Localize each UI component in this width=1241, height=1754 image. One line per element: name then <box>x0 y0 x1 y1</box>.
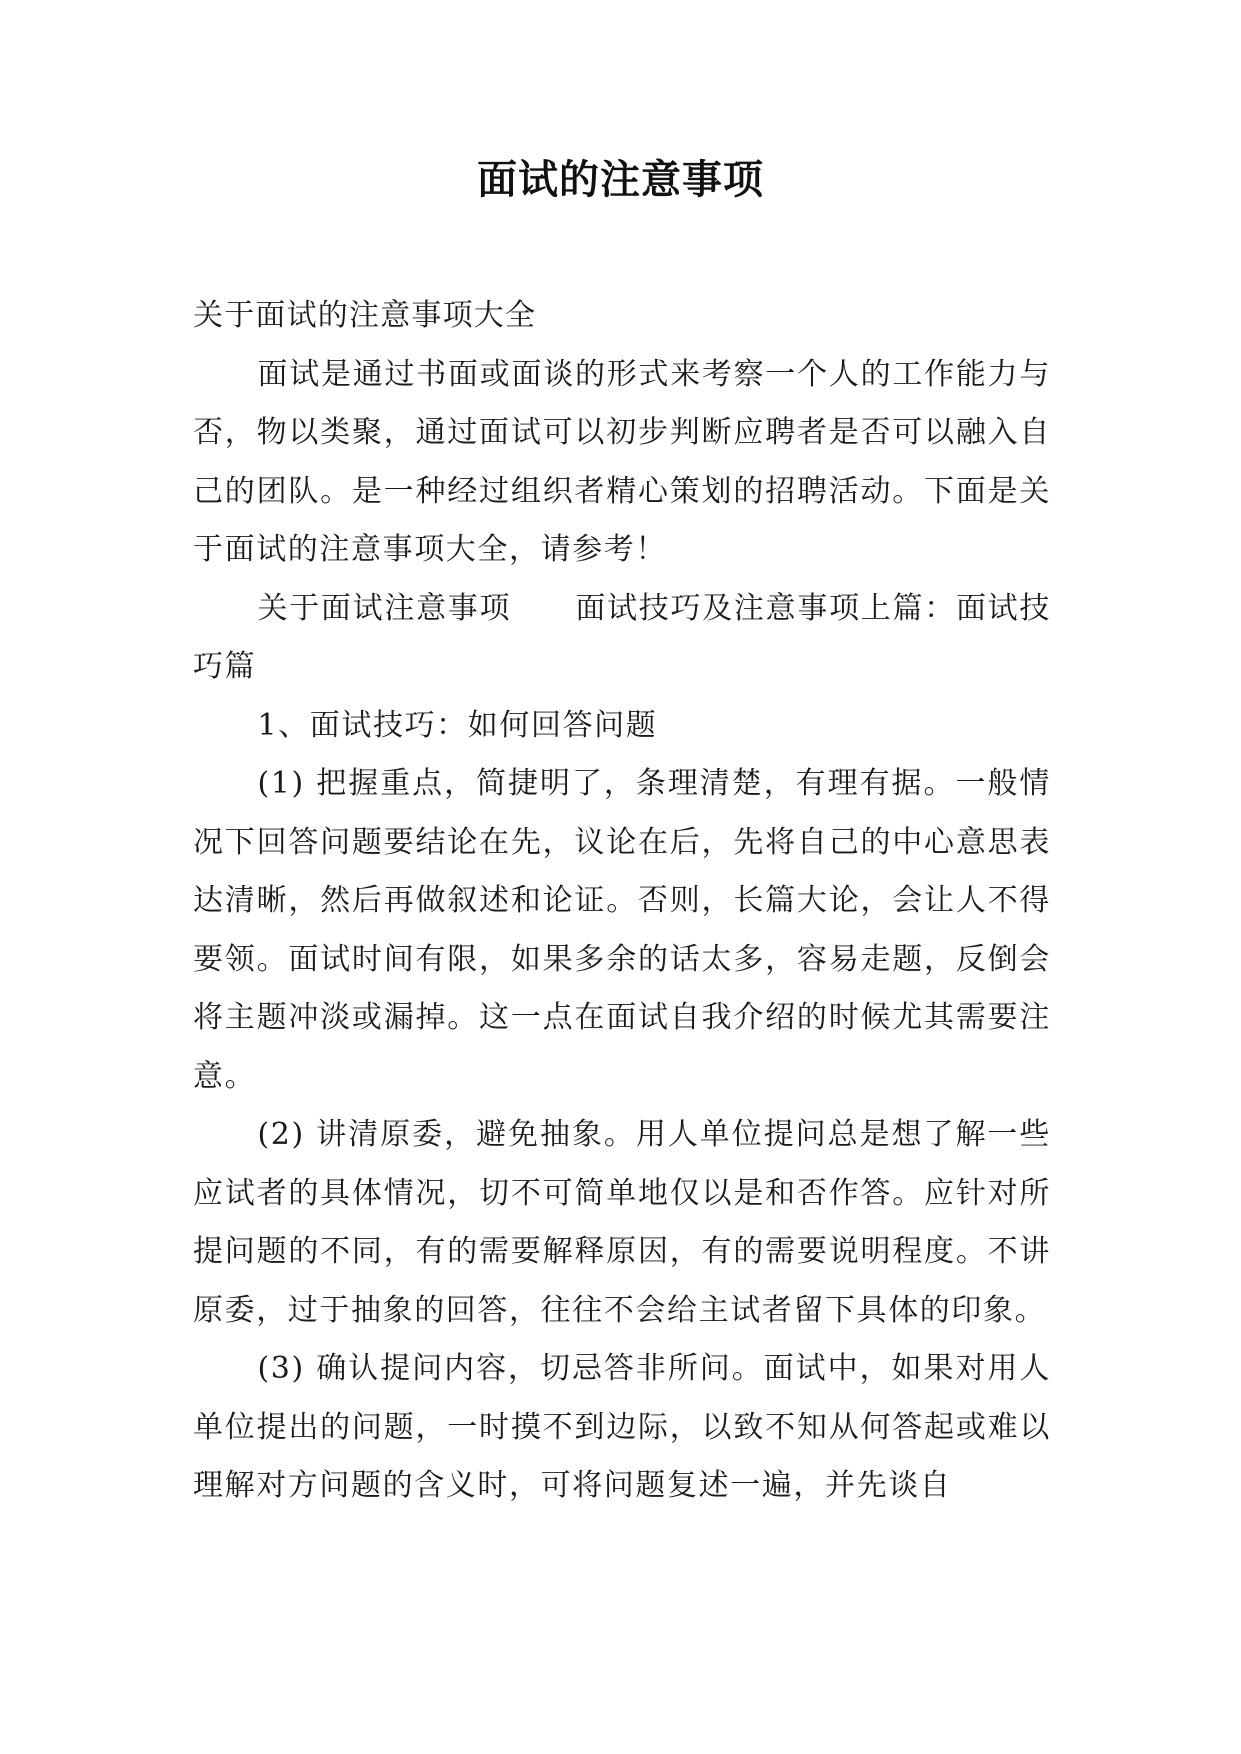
point-1-paragraph: (1) 把握重点，简捷明了，条理清楚，有理有据。一般情况下回答问题要结论在先，议论在后，先将自己的中心意思表达清晰，然后再做叙述和论证。否则，长篇大论，会让人不得要领。面试时间有限，如果多余的话太多，容易走题，反倒会将主题冲淡或漏掉。这一点在面试自我介绍的时候尤其需要注意。 <box>193 766 1051 1094</box>
document-body <box>193 287 1051 1516</box>
section-heading-left: 关于面试注意事项 <box>257 590 512 626</box>
section-heading-paragraph <box>193 580 1051 697</box>
document-title: 面试的注意事项 <box>477 157 764 203</box>
point-3-paragraph: (3) 确认提问内容，切忌答非所问。面试中，如果对用人单位提出的问题，一时摸不到边际，以致不知从何答起或难以理解对方问题的含义时，可将问题复述一遍，并先谈自 <box>193 1351 1051 1503</box>
section-heading-right: 面试技巧及注意事项上篇：面试技巧篇 <box>193 590 1051 684</box>
subtitle-paragraph: 关于面试的注意事项大全 <box>193 298 537 333</box>
point-2-paragraph: (2) 讲清原委，避免抽象。用人单位提问总是想了解一些应试者的具体情况，切不可简单地仅以是和否作答。应针对所提问题的不同，有的需要解释原因，有的需要说明程度。不讲原委，过于抽象的回答，往往不会给主试者留下具体的印象。 <box>193 1117 1051 1328</box>
intro-paragraph: 面试是通过书面或面谈的形式来考察一个人的工作能力与否，物以类聚，通过面试可以初步判断应聘者是否可以融入自己的团队。是一种经过组织者精心策划的招聘活动。下面是关于面试的注意事项大全，请参考！ <box>193 356 1051 567</box>
numbered-heading-paragraph: 1、面试技巧：如何回答问题 <box>257 707 658 743</box>
